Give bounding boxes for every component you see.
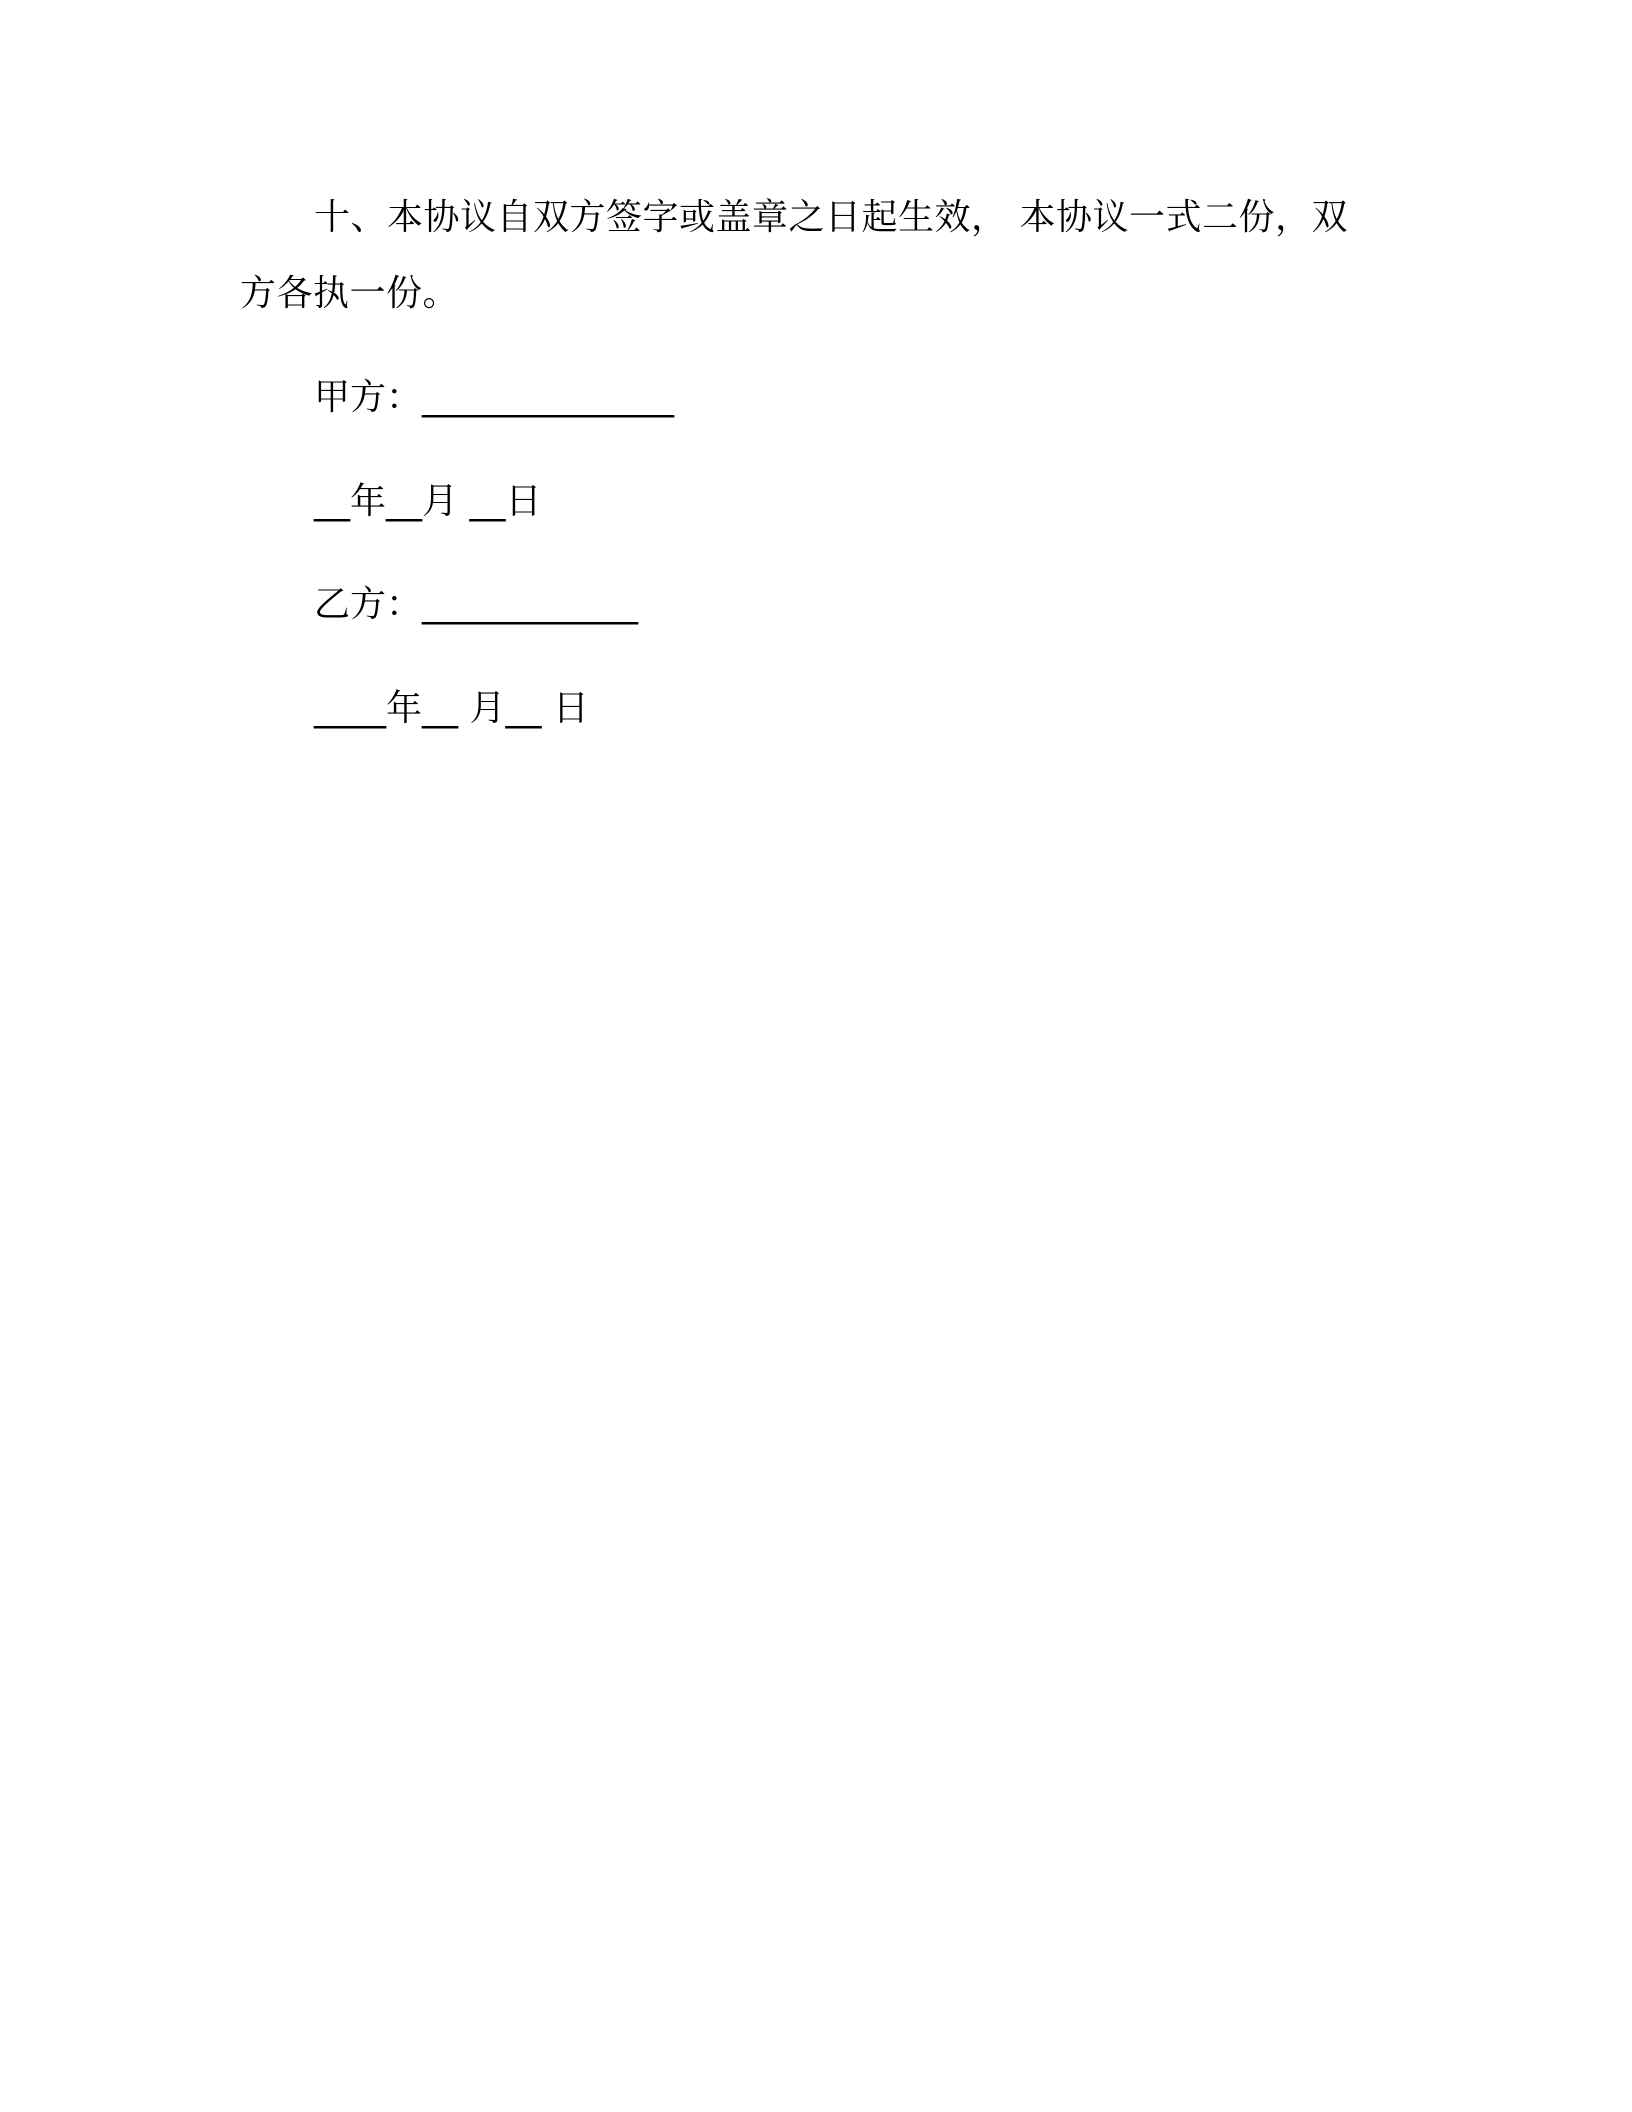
- clause-ten-paragraph: 十、本协议自双方签字或盖章之日起生效， 本协议一式二份，双方各执一份。: [240, 197, 1348, 314]
- party-b-date-line: ____年__ 月__ 日: [314, 688, 589, 729]
- party-b-signature-line: 乙方：____________: [314, 584, 639, 625]
- party-a-signature-line: 甲方：______________: [314, 377, 675, 418]
- party-a-date-line: __年__月 __日: [314, 481, 542, 522]
